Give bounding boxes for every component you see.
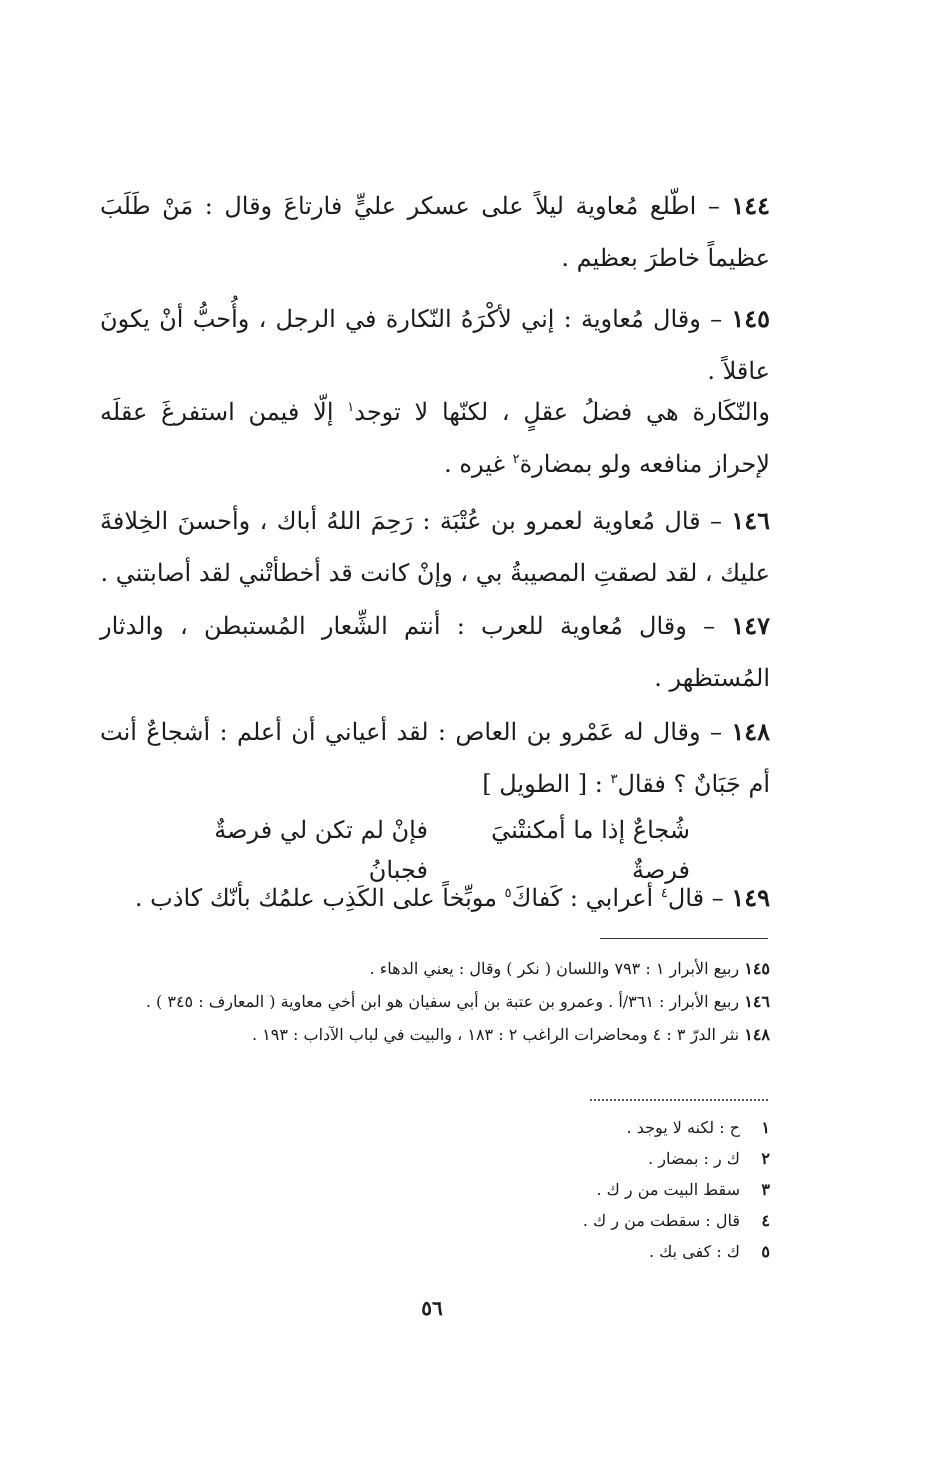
entry-text: موبِّخاً على الكَذِب علمُك بأنّك كاذب . (134, 884, 505, 912)
note-text: ربيع الأبرار : ٣٦١/أ . وعمرو بن عتبة بن أبي سفيان هو ابن أخي معاوية ( المعارف : ٣٤٥ ) . (145, 992, 745, 1011)
note-number: ١٤٨ (744, 1025, 770, 1044)
paragraph-145 (100, 293, 770, 397)
footnote (440, 1205, 770, 1236)
entry-number: ١٤٤ (731, 191, 770, 220)
meter-label: : [ الطويل ] (482, 770, 611, 798)
entry-text: والنّكَارة هي فضلُ عقلٍ ، لكنّها لا توجد (354, 398, 770, 426)
footnote-text: قال : سقطت من ر ك . (582, 1211, 740, 1230)
source-notes (120, 952, 770, 1051)
footnote-number: ٣ (761, 1180, 770, 1199)
entry-text: – وقال مُعاوية للعرب : أنتم الشِّعار المُستبطن ، والدثار المُستظهر . (100, 612, 770, 692)
footnote (440, 1174, 770, 1205)
note-text: ربيع الأبرار ١ : ٧٩٣ واللسان ( نكر ) وقال : يعني الدهاء . (369, 959, 745, 978)
entry-text: – وقال له عَمْرو بن العاص : لقد أعياني أن أعلم : أشجاعٌ أنت أم جَبَانٌ ؟ فقال (100, 718, 770, 798)
entry-text: إلّا فيمن استفرغَ عقلَه لإحراز منافعه ولو بمضارة (100, 398, 770, 478)
entry-number: ١٤٧ (731, 611, 770, 640)
footnote-number: ٢ (761, 1149, 770, 1168)
paragraph-nakara-explanation (100, 386, 770, 490)
entry-number: ١٤٩ (731, 883, 770, 912)
footnotes (440, 1112, 770, 1267)
footnote (440, 1143, 770, 1174)
note-text: نثر الدرّ ٣ : ٤ ومحاضرات الراغب ٢ : ١٨٣ ، والبيت في لباب الآداب : ١٩٣ . (252, 1025, 745, 1044)
source-note (120, 952, 770, 985)
footnote-ref: ٣ (610, 772, 618, 787)
footnote-text: ك ر : بمضار . (648, 1149, 740, 1168)
footnotes-divider (590, 1099, 768, 1101)
paragraph-144 (100, 180, 770, 284)
verse-first-hemistich: شُجاعٌ إذا ما أمكنتْنيَ فرصةٌ (491, 816, 690, 884)
footnote-text: سقط البيت من ر ك . (596, 1180, 740, 1199)
footnote-number: ١ (761, 1118, 770, 1137)
paragraph-149 (100, 872, 770, 924)
footnote-text: ك : كفى بك . (649, 1242, 740, 1261)
entry-text: – قال مُعاوية لعمرو بن عُتْبَة : رَحِمَ اللهُ أباك ، وأحسنَ الخِلافةَ عليك ، لقد لصقتِ المصيبةُ بي ، وإنْ كانت قد أخطأتْني لقد أصابتني . (100, 507, 770, 587)
paragraph-146 (100, 495, 770, 599)
entry-text: – وقال مُعاوية : إني لأكْرَهُ النّكارة في الرجل ، وأُحبُّ أنْ يكونَ عاقلاً . (100, 305, 770, 385)
source-notes-divider (600, 938, 768, 939)
source-note (120, 1018, 770, 1051)
footnote-text: ح : لكنه لا يوجد . (626, 1118, 740, 1137)
entry-number: ١٤٥ (731, 304, 770, 333)
footnote-ref: ٥ (504, 886, 512, 901)
footnote-number: ٥ (761, 1242, 770, 1261)
footnote-ref: ٢ (512, 452, 520, 467)
entry-text: غيره . (444, 450, 513, 478)
footnote (440, 1236, 770, 1267)
footnote-ref: ١ (347, 400, 355, 415)
entry-text: أعرابي : كَفاكَ (511, 884, 661, 912)
source-note (120, 985, 770, 1018)
entry-number: ١٤٨ (731, 717, 770, 746)
entry-text: – قال (667, 884, 732, 912)
page-number: ٥٦ (421, 1296, 443, 1320)
footnote (440, 1112, 770, 1143)
footnote-number: ٤ (761, 1211, 770, 1230)
verse-second-hemistich: فإنْ لم تكن لي فرصةٌ فجبانُ (214, 816, 428, 884)
entry-text: – اطّلع مُعاوية ليلاً على عسكر عليٍّ فارتاعَ وقال : مَنْ طَلَبَ عظيماً خاطرَ بعظيم . (100, 192, 770, 272)
note-number: ١٤٦ (744, 992, 770, 1011)
footnote-ref: ٤ (660, 886, 668, 901)
entry-number: ١٤٦ (731, 506, 770, 535)
note-number: ١٤٥ (744, 959, 770, 978)
paragraph-148 (100, 706, 770, 810)
paragraph-147 (100, 600, 770, 704)
